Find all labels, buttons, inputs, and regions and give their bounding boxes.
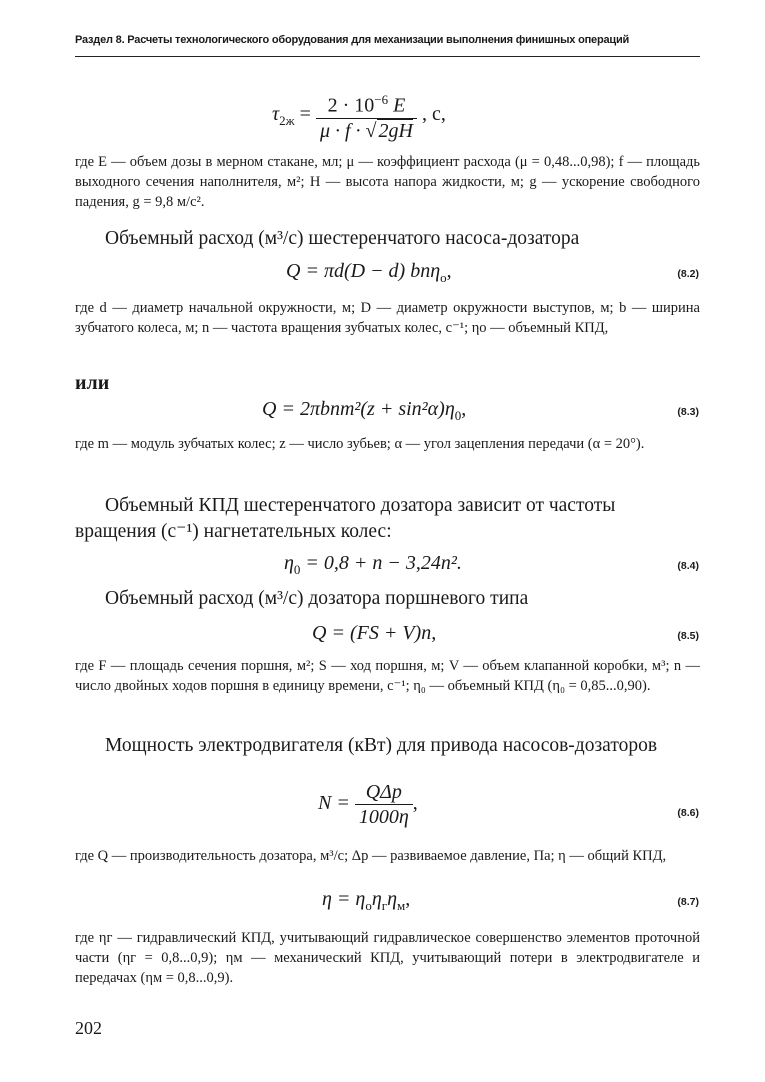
paragraph-7: где F — площадь сечения поршня, м²; S — ход поршня, м; V — объем клапанной коробки, м³; n — число двойных ходов поршня в единицу времени, с⁻¹; η₀ — объемный КПД (η₀ = 0,85...0,90). — [75, 658, 700, 694]
equation-8-7: $\eta = \eta_о\eta_г\eta_м$, — [322, 888, 411, 913]
formula-tau-fraction — [316, 88, 417, 143]
page-number: 202 — [75, 1018, 102, 1038]
equation-8-5: Q = (FS + V)n, — [312, 622, 437, 644]
running-header: Раздел 8. Расчеты технологического оборудования для механизации выполнения финишных операций — [75, 34, 630, 46]
paragraph-6: Объемный расход (м³/с) дозатора поршневого типа — [105, 588, 529, 609]
equation-number-8-6: (8.6) — [677, 807, 699, 819]
paragraph-5: Объемный КПД шестеренчатого дозатора зависит от частоты вращения (с⁻¹) нагнетательных колес: — [75, 495, 616, 542]
equation-8-4: $\eta_0 = 0,8 + n - 3,24n^2$. — [284, 552, 462, 577]
formula-tau-eq: = — [299, 102, 311, 125]
paragraph-3: где d — диаметр начальной окружности, м; D — диаметр окружности выступов, м; b — ширина зубчатого колеса, м; n — частота вращения зубчатых колес, с⁻¹; ηо — объемный КПД, — [75, 300, 700, 336]
equation-number-8-7: (8.7) — [677, 896, 699, 908]
equation-8-6-denominator: 1000η — [358, 806, 409, 828]
equation-8-6: N = $\frac{\text{QΔp}}{1000\eta}$ , — [318, 781, 418, 828]
equation-8-6-numerator: QΔp — [355, 780, 413, 805]
formula-tau-lhs: $\tau_{2ж}$ — [272, 102, 295, 128]
paragraph-8: Мощность электродвигателя (кВт) для привода насосов-дозаторов — [105, 735, 658, 756]
equation-number-8-4: (8.4) — [677, 560, 699, 572]
equation-number-8-5: (8.5) — [677, 630, 699, 642]
header-rule — [75, 56, 700, 57]
equation-8-2: Q = πd(D − d) bnη$_о$, — [286, 260, 452, 285]
or-word: или — [75, 372, 110, 394]
paragraph-4: где m — модуль зубчатых колес; z — число зубьев; α — угол зацепления передачи (α = 20°). — [75, 436, 645, 452]
equation-number-8-3: (8.3) — [677, 406, 699, 418]
equation-8-6-fraction — [355, 780, 413, 829]
formula-tau-numerator: $2 \cdot 10^{-6}$ E — [316, 88, 417, 119]
paragraph-2: Объемный расход (м³/с) шестеренчатого насоса-дозатора — [105, 228, 580, 249]
paragraph-9: где Q — производительность дозатора, м³/с; Δp — развиваемое давление, Па; η — общий КПД, — [75, 848, 667, 864]
equation-8-3: $Q = 2\pi bnm^2(z + \sin^2\alpha)\eta_0$, — [262, 398, 467, 423]
equation-number-8-2: (8.2) — [677, 268, 699, 280]
formula-tau — [272, 88, 446, 143]
formula-tau-tail: , с, — [421, 102, 446, 125]
paragraph-10: где ηг — гидравлический КПД, учитывающий гидравлическое совершенство элементов проточной части (ηг = 0,8...0,9); ηм — механический КПД, учитывающий потери в электродвигателе и передачах (ηм = 0,8...0,9). — [75, 930, 700, 986]
formula-tau-denominator: μ · f · √ 2gH — [319, 119, 413, 142]
paragraph-1: где E — объем дозы в мерном стакане, мл; μ — коэффициент расхода (μ = 0,48...0,98); f — площадь выходного сечения наполнителя, м²; H — высота напора жидкости, м; g — ускорение свободного падения, g = 9,8 м/с². — [75, 154, 700, 210]
